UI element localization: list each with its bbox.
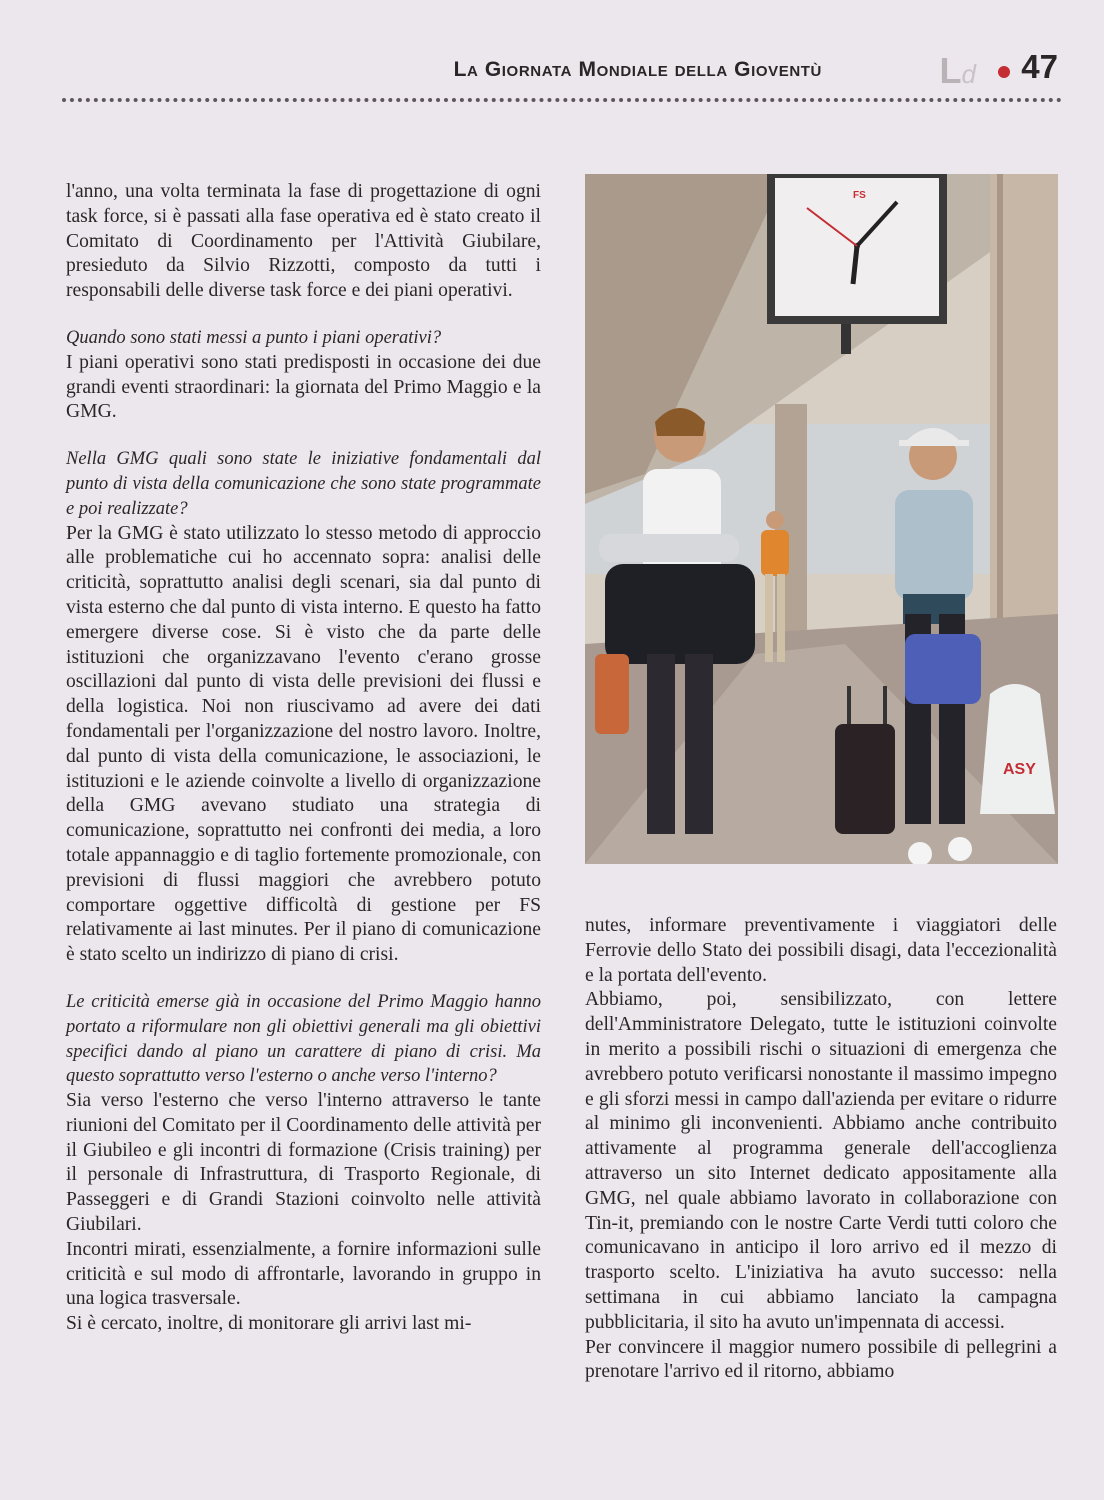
left-column bbox=[66, 180, 541, 1337]
paragraph: Sia verso l'esterno che verso l'interno attraverso le tante riunioni del Comitato per il Coordinamento delle attività per il Giubileo e gli incontri di formazione (Crisis training) per il personale di Infrastruttura, di Trasporto Regionale, di Passeggeri e di Grandi Stazioni coinvolto nelle attività Giubilari. bbox=[66, 1090, 541, 1236]
interview-question: Nella GMG quali sono state le iniziative fondamentali dal punto di vista della comunicazione che sono state programmate e poi realizzate? bbox=[66, 449, 541, 519]
paragraph: Si è cercato, inoltre, di monitorare gli arrivi last mi- bbox=[66, 1313, 472, 1335]
photo-icon bbox=[585, 174, 1058, 864]
paragraph: I piani operativi sono stati predisposti in occasione dei due grandi eventi straordinari: la giornata del Primo Maggio e la GMG. bbox=[66, 351, 541, 423]
paragraph: nutes, informare preventivamente i viaggiatori delle Ferrovie dello Stato dei possibili disagi, data l'eccezionalità e la portata dell'evento. bbox=[585, 915, 1057, 986]
clock-sign: FS bbox=[853, 190, 866, 201]
magazine-logo: Ld bbox=[939, 50, 976, 91]
bullet-dot-icon bbox=[998, 66, 1010, 78]
page-header bbox=[62, 50, 1062, 100]
paragraph: Per la GMG è stato utilizzato lo stesso metodo di approccio alle problematiche cui ho accennato sopra: analisi delle criticità, soprattutto analisi degli scenari, sia dal punto di vista esterno che dal punto di vista interno. E questo ha fatto emergere diverse cose. Si è visto che da parte delle istituzioni che organizzavano l'evento c'erano grosse oscillazioni dal punto di vista delle previsioni dei flussi e della logistica. Noi non riuscivamo ad avere dei dati fondamentali per l'organizzazione del nostro lavoro. Inoltre, dal punto di vista della comunicazione, le associazioni, le istituzioni e le aziende coinvolte a livello di organizzazione della GMG avevano studiato una strategia di comunicazione, soprattutto nei confronti dei media, a loro totale appannaggio e di taglio fortemente promozionale, con previsioni di flussi maggiori che avrebbero potuto comportare oggettive difficoltà di gestione per FS relativamente ai last minutes. Per il piano di comunicazione è stato scelto un indirizzo di piano di crisi. bbox=[66, 522, 541, 966]
paragraph: Per convincere il maggior numero possibile di pellegrini a prenotare l'arrivo ed il ritorno, abbiamo bbox=[585, 1336, 1057, 1383]
station-photo bbox=[585, 174, 1058, 864]
bag-logo: ASY bbox=[1003, 761, 1036, 778]
right-column bbox=[585, 914, 1057, 1385]
paragraph: Incontri mirati, essenzialmente, a fornire informazioni sulle criticità e sul modo di affrontarle, lavorando in gruppo in una logica trasversale. bbox=[66, 1238, 541, 1310]
dotted-rule bbox=[62, 98, 1062, 102]
running-title: La Giornata Mondiale della Gioventù bbox=[453, 58, 822, 81]
page-number: 47 bbox=[1021, 48, 1058, 85]
paragraph: l'anno, una volta terminata la fase di progettazione di ogni task force, si è passati alla fase operativa ed è stato creato il Comitato di Coordinamento per l'Attività Giubilare, presieduto da Silvio Rizzotti, composto da tutti i responsabili delle diverse task force e dei piani operativi. bbox=[66, 181, 541, 302]
interview-question: Quando sono stati messi a punto i piani operativi? bbox=[66, 327, 442, 348]
interview-question: Le criticità emerse già in occasione del Primo Maggio hanno portato a riformulare non gli obiettivi generali ma gli obiettivi specifici dando al piano un carattere di piano di crisi. Ma questo soprattutto verso l'esterno o anche verso l'interno? bbox=[66, 991, 541, 1087]
paragraph: Abbiamo, poi, sensibilizzato, con lettere dell'Amministratore Delegato, tutte le istituzioni coinvolte in merito a possibili rischi o situazioni di emergenza che avrebbero potuto verificarsi nonostante il massimo impegno e gli sforzi messi in campo dall'azienda per evitare o ridurre al minimo gli inconvenienti. Abbiamo anche contribuito attivamente al programma generale dell'accoglienza attraverso un sito Internet dedicato appositamente alla GMG, nel quale abbiamo lavorato in collaborazione con Tin-it, premiando con le nostre Carte Verdi tutti coloro che comunicavano in anticipo il loro arrivo ed il mezzo di trasporto scelto. L'iniziativa ha avuto successo: nella settimana in cui abbiamo lanciato la campagna pubblicitaria, il sito ha avuto un'impennata di accessi. bbox=[585, 989, 1057, 1333]
